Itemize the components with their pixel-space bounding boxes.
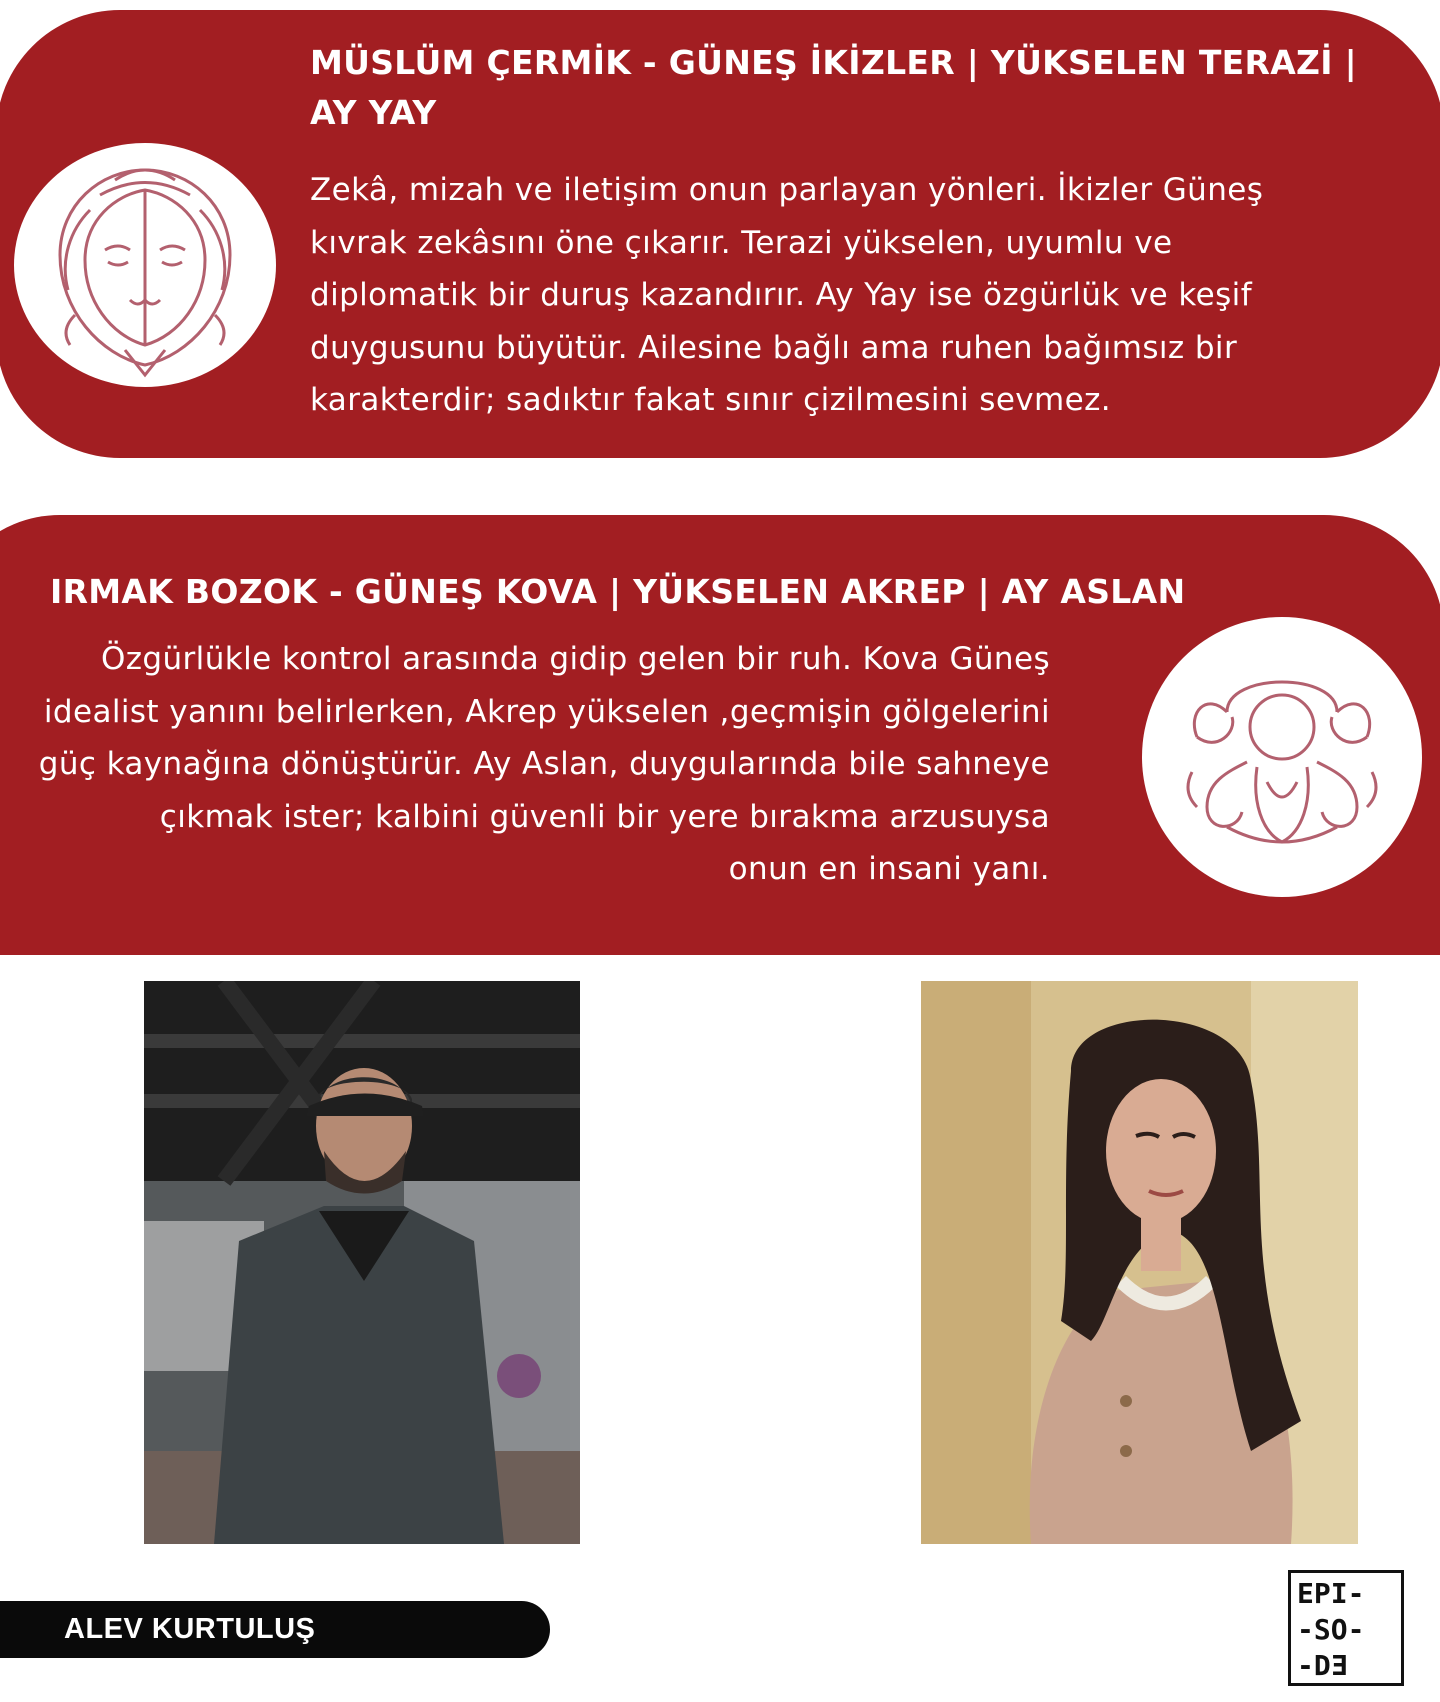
description-line: Özgürlükle kontrol arasında gidip gelen bir ruh. Kova Güneş (100, 641, 1050, 677)
name-label-bar (0, 1601, 550, 1658)
description-line: onun en insani yanı. (728, 851, 1050, 887)
description-line: idealist yanını belirlerken, Akrep yükselen ,geçmişin gölgelerini (43, 693, 1050, 730)
character-description: Zekâ, mizah ve iletişim onun parlayan yönleri. İkizler Güneş kıvrak zekâsını öne çıkarır. Terazi yükselen, uyumlu ve diplomatik bir duruş kazandırır. Ay Yay ise özgürlük ve keşif duygusunu büyütür. Ailesine bağlı ama ruhen bağımsız bir karakterdir; sadıktır fakat sınır çizilmesini sevmez. (310, 172, 1264, 418)
episode-logo (1288, 1570, 1404, 1686)
gemini-twins-icon (14, 143, 276, 387)
actor-photo-woman (921, 981, 1358, 1544)
character-card-muslum (0, 10, 1440, 458)
logo-line: -SO- (1297, 1613, 1365, 1646)
aquarius-water-bearer-icon (1142, 617, 1422, 897)
name-label: ALEV KURTULUŞ (64, 1613, 316, 1645)
logo-line: EPI- (1297, 1577, 1365, 1610)
actor-photo-man (144, 981, 580, 1544)
character-title: MÜSLÜM ÇERMİK - GÜNEŞ İKİZLER | YÜKSELEN TERAZİ | AY YAY (310, 43, 1357, 132)
character-title: IRMAK BOZOK - GÜNEŞ KOVA | YÜKSELEN AKREP | AY ASLAN (50, 572, 1186, 611)
description-line: çıkmak ister; kalbini güvenli bir yere bırakma arzusuysa (159, 798, 1050, 835)
description-line: güç kaynağına dönüştürür. Ay Aslan, duygularında bile sahneye (38, 746, 1050, 782)
logo-line: -DƎ (1297, 1649, 1348, 1682)
character-description (20, 633, 1050, 896)
